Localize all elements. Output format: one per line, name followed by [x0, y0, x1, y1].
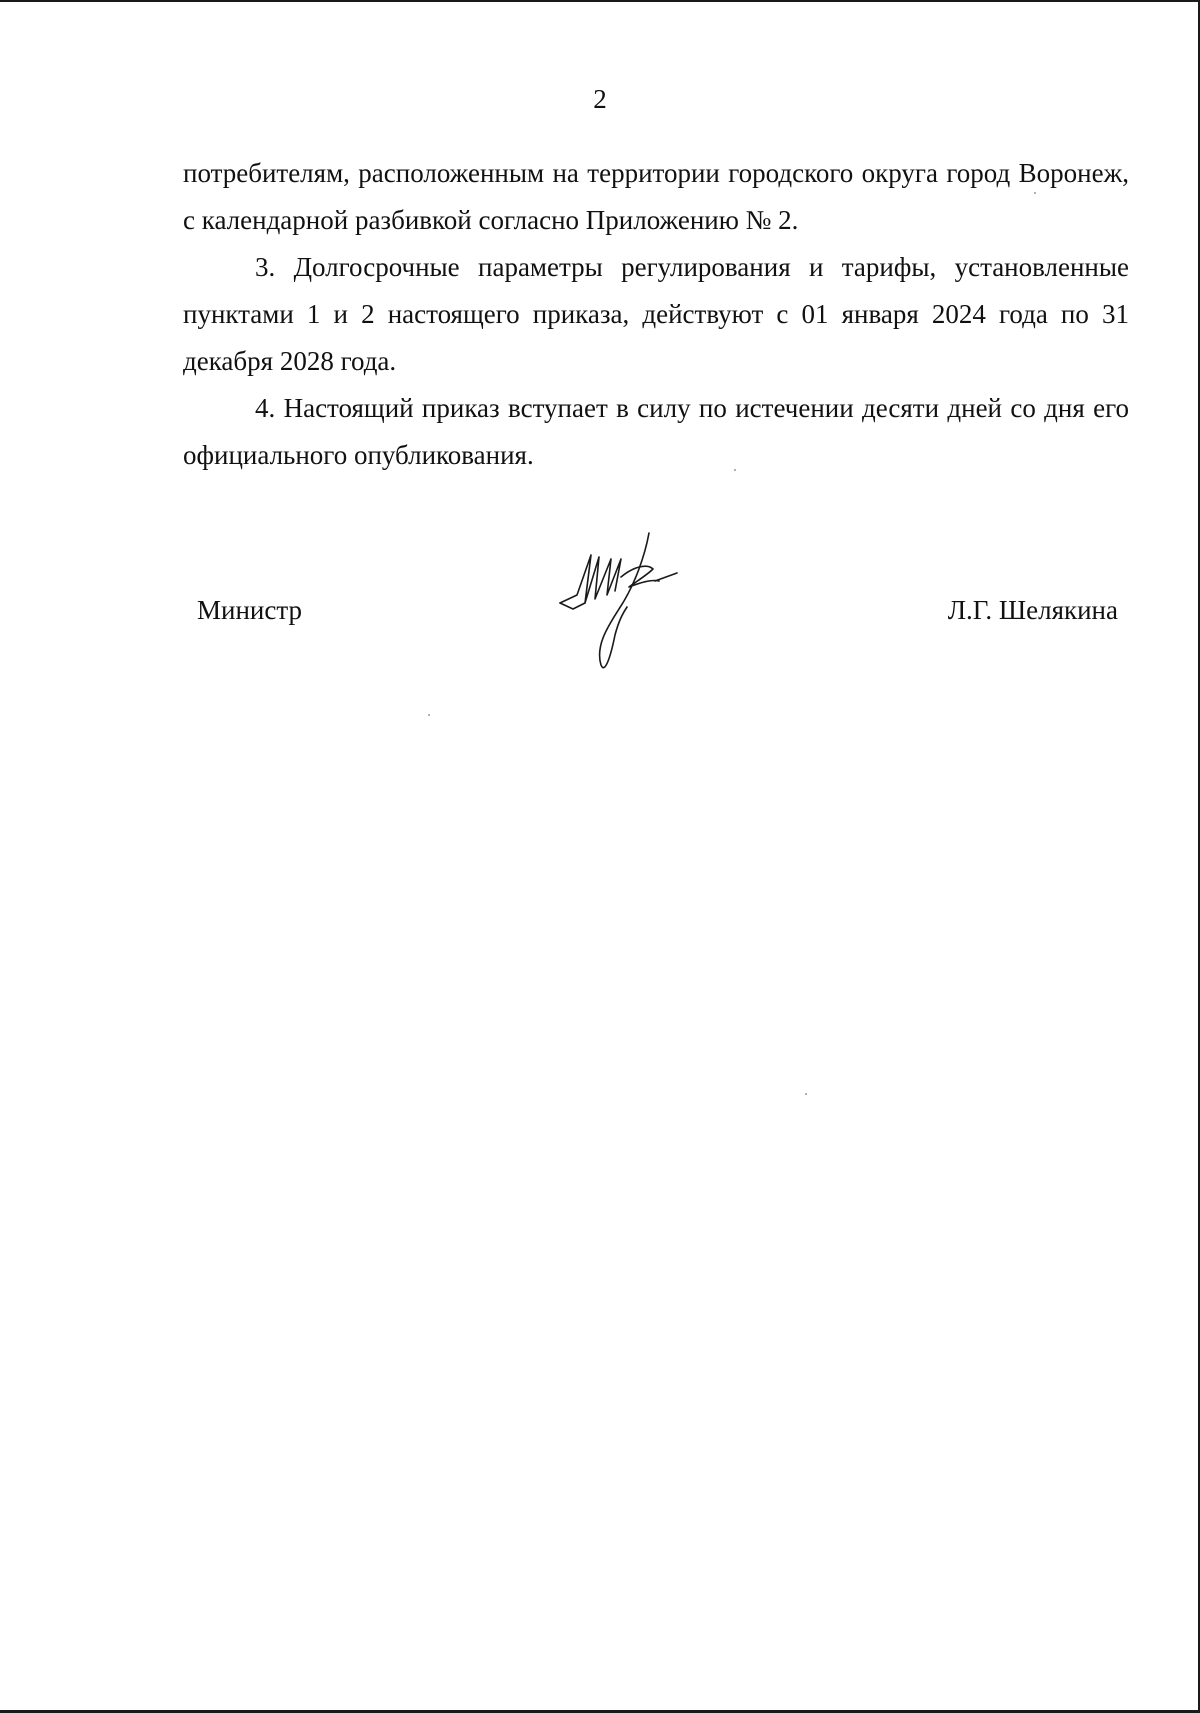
- paragraph-item-4: 4. Настоящий приказ вступает в силу по истечении десяти дней со дня его официального опубликования.: [183, 393, 1129, 470]
- handwritten-signature: [555, 525, 705, 675]
- scan-edge-top: [0, 0, 1200, 2]
- paragraph-item-3: 3. Долгосрочные параметры регулирования и тарифы, установленные пунктами 1 и 2 настоящего приказа, действуют с 01 января 2024 года по 31 декабря 2028 года.: [183, 252, 1129, 376]
- scan-speck: [428, 714, 430, 716]
- page-number: 2: [593, 84, 607, 114]
- paragraph-continuation: потребителям, расположенным на территории городского округа город Воронеж, с календарной разбивкой согласно Приложению № 2.: [183, 158, 1129, 235]
- signer-name: Л.Г. Шелякина: [947, 595, 1118, 625]
- scan-speck: [734, 469, 736, 471]
- scan-speck: [805, 1093, 807, 1095]
- document-body: [183, 150, 1129, 479]
- signer-position: Министр: [197, 595, 302, 625]
- scan-speck: [1034, 192, 1036, 194]
